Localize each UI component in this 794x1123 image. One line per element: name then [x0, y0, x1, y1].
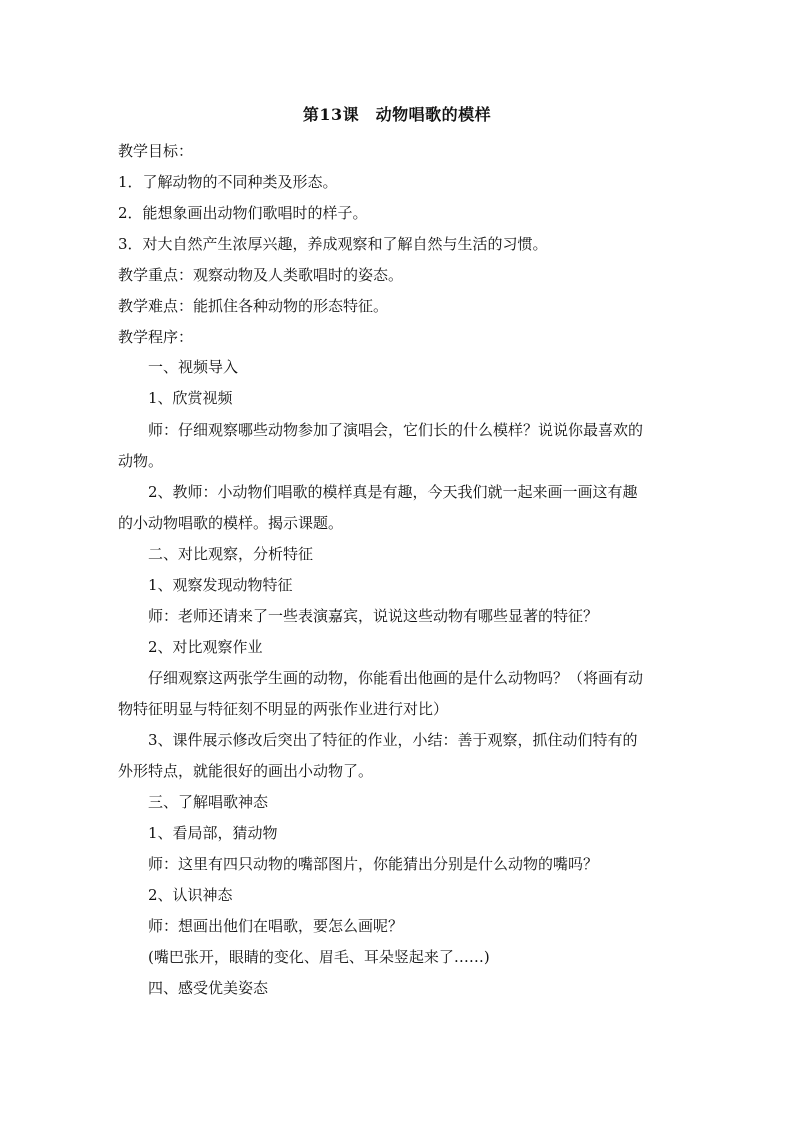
paragraph-line: 外形特点，就能很好的画出小动物了。	[118, 762, 374, 780]
procedure-substep: 1、看局部，猜动物	[148, 824, 278, 842]
procedure-step-heading: 三、了解唱歌神态	[148, 793, 269, 811]
procedure-step-heading: 一、视频导入	[148, 358, 239, 376]
paragraph-line: 师：仔细观察哪些动物参加了演唱会，它们长的什么模样？说说你最喜欢的	[148, 421, 644, 439]
objective-item-2: 2．能想象画出动物们歌唱时的样子。	[118, 204, 368, 222]
paragraph-line: 3、课件展示修改后突出了特征的作业，小结：善于观察，抓住动们特有的	[148, 731, 638, 749]
paragraph-line: 师：这里有四只动物的嘴部图片，你能猜出分别是什么动物的嘴吗？	[148, 855, 599, 873]
paragraph-line: 仔细观察这两张学生画的动物，你能看出他画的是什么动物吗？（将画有动	[148, 669, 644, 687]
difficult-points-line: 教学难点：能抓住各种动物的形态特征。	[118, 297, 389, 315]
paragraph-line: 师：想画出他们在唱歌，要怎么画呢？	[148, 917, 404, 935]
objective-item-3: 3．对大自然产生浓厚兴趣，养成观察和了解自然与生活的习惯。	[118, 235, 548, 253]
paragraph-line: 动物。	[118, 452, 164, 470]
paragraph-line: 师：老师还请来了一些表演嘉宾，说说这些动物有哪些显著的特征？	[148, 607, 599, 625]
objective-item-1: 1．了解动物的不同种类及形态。	[118, 173, 338, 191]
procedure-substep: 1、欣赏视频	[148, 389, 233, 407]
paragraph-line: 的小动物唱歌的模样。揭示课题。	[118, 514, 344, 532]
section-heading-procedure: 教学程序：	[118, 328, 194, 346]
paragraph-line: (嘴巴张开，眼睛的变化、眉毛、耳朵竖起来了……)	[148, 948, 490, 966]
paragraph-line: 物特征明显与特征刻不明显的两张作业进行对比）	[118, 700, 449, 718]
procedure-step-heading: 二、对比观察，分析特征	[148, 545, 314, 563]
key-points-line: 教学重点：观察动物及人类歌唱时的姿态。	[118, 266, 404, 284]
document-title: 第13课 动物唱歌的模样	[302, 105, 492, 124]
procedure-substep: 2、对比观察作业	[148, 638, 263, 656]
paragraph-line: 2、教师：小动物们唱歌的模样真是有趣，今天我们就一起来画一画这有趣	[148, 483, 638, 501]
procedure-step-heading: 四、感受优美姿态	[148, 979, 269, 997]
procedure-substep: 1、观察发现动物特征	[148, 576, 293, 594]
procedure-substep: 2、认识神态	[148, 886, 233, 904]
section-heading-objectives: 教学目标：	[118, 142, 194, 160]
